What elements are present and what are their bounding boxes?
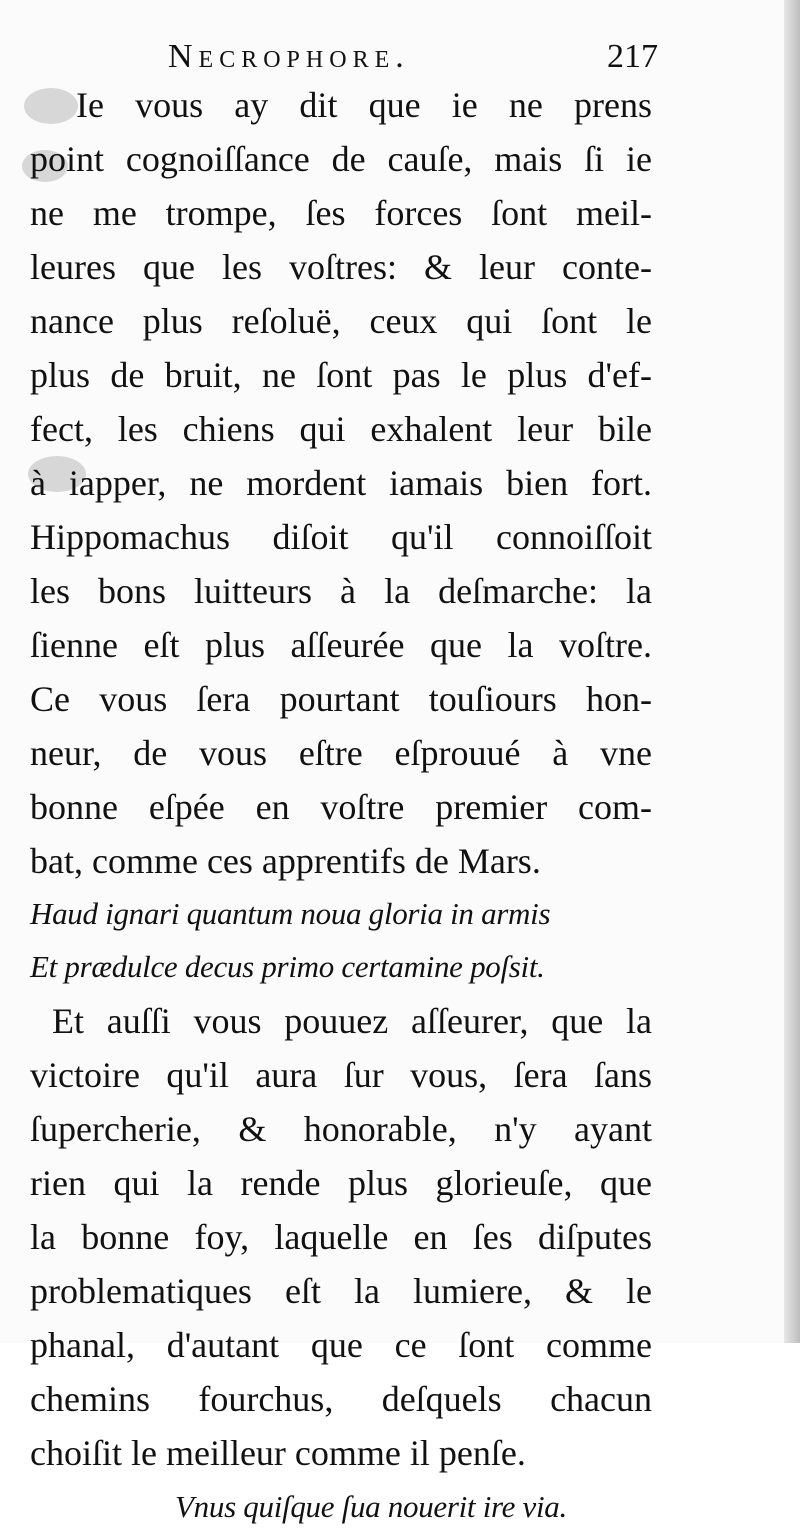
page-edge [784,0,800,1343]
verse-line: Haud ignari quantum noua gloria in armis [30,896,551,931]
text-line: victoire qu'il aura ſur vous, ſera ſans [30,1055,652,1095]
text-line: fect, les chiens qui exhalent leur bile [30,409,652,449]
text-line: choiſit le meilleur comme il penſe. [30,1433,526,1473]
text-line: à iapper, ne mordent iamais bien fort. [30,463,652,503]
text-line: neur, de vous eſtre eſprouué à vne [30,733,652,773]
text-line: bonne eſpée en voſtre premier com- [30,787,652,827]
verse-line: Et prædulce decus primo certamine poſsit. [30,949,545,984]
text-line: Ie vous ay dit que ie ne prens [76,85,652,125]
text-line: bat, comme ces apprentifs de Mars. [30,841,541,881]
text-line: Hippomachus diſoit qu'il connoiſſoit [30,517,652,557]
text-line: ſupercherie, & honorable, n'y ayant [30,1109,652,1149]
text-line: la bonne foy, laquelle en ſes diſputes [30,1217,652,1257]
text-line: point cognoiſſance de cauſe, mais ſi ie [30,139,652,179]
text-line: chemins fourchus, deſquels chacun [30,1379,652,1419]
text-line: plus de bruit, ne ſont pas le plus d'ef- [30,355,652,395]
text-line: les bons luitteurs à la deſmarche: la [30,571,652,611]
text-line: problematiques eſt la lumiere, & le [30,1271,652,1311]
text-line: Ce vous ſera pourtant touſiours hon- [30,679,652,719]
text-line: Et auſſi vous pouuez aſſeurer, que la [52,1001,652,1041]
text-line: rien qui la rende plus glorieuſe, que [30,1163,652,1203]
body-text [30,78,652,1534]
verse-line: Vnus quiſque ſua nouerit ire via. [175,1489,567,1524]
text-line: phanal, d'autant que ce ſont comme [30,1325,652,1365]
text-line: ſienne eſt plus aſſeurée que la voſtre. [30,625,652,665]
text-line: nance plus reſoluë, ceux qui ſont le [30,301,652,341]
text-line: ne me trompe, ſes forces ſont meil- [30,193,652,233]
page-number: 217 [607,38,658,75]
text-line: leures que les voſtres: & leur conte- [30,247,652,287]
running-head: Necrophore. [168,38,410,75]
